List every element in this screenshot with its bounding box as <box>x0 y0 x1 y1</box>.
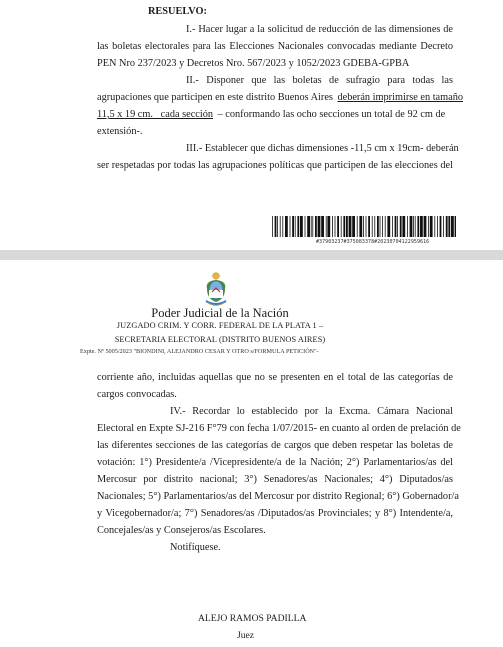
paragraph-line: Electoral en Expte SJ-216 F°79 con fecha 1/07/2015- en cuanto al orden de prelación de <box>97 423 461 434</box>
barcode-number: #37903237#375083378#20230704122959616 <box>316 239 430 245</box>
barcode-bar <box>382 216 383 237</box>
barcode <box>272 216 456 237</box>
barcode-bar <box>410 216 413 237</box>
barcode-bar <box>346 216 348 237</box>
barcode-bar <box>451 216 454 237</box>
paragraph-line: III.- Establecer que dichas dimensiones -11,5 cm x 19cm- deberán <box>186 143 459 154</box>
barcode-bar <box>374 216 375 237</box>
barcode-bar <box>275 216 277 237</box>
barcode-bar <box>280 216 281 237</box>
barcode-bar <box>372 216 373 237</box>
barcode-bar <box>300 216 303 237</box>
barcode-bar <box>341 216 342 237</box>
paragraph-line: Notifíquese. <box>170 542 221 553</box>
paragraph-line: IV.- Recordar lo establecido por la Excma. Cámara Nacional <box>170 406 453 417</box>
barcode-bar <box>446 216 448 237</box>
barcode-bar <box>407 216 408 237</box>
paragraph-line: votación: 1°) Presidente/a /Vicepresidente/a de la Nación; 2°) Parlamentarios/as del <box>97 457 453 468</box>
barcode-bar <box>321 216 324 237</box>
barcode-bar <box>359 216 362 237</box>
barcode-bar <box>295 216 296 237</box>
barcode-bar <box>282 216 283 237</box>
barcode-bar <box>366 216 367 237</box>
paragraph-line <box>97 109 445 121</box>
barcode-bar <box>297 216 299 237</box>
barcode-bar <box>335 216 336 237</box>
barcode-bar <box>455 216 456 237</box>
barcode-bar <box>424 216 427 237</box>
barcode-bar <box>395 216 397 237</box>
barcode-bar <box>332 216 333 237</box>
barcode-bar <box>326 216 327 237</box>
court-secretaria: SECRETARIA ELECTORAL (DISTRITO BUENOS AIRES) <box>114 335 326 344</box>
barcode-bar <box>440 216 442 237</box>
barcode-bar <box>311 216 312 237</box>
underlined-text: deberán imprimirse en tamaño <box>337 92 464 103</box>
signer-name: ALEJO RAMOS PADILLA <box>198 613 307 624</box>
document-page-bottom <box>0 260 503 647</box>
barcode-bar <box>357 216 358 237</box>
barcode-bar <box>307 216 310 237</box>
barcode-bar <box>327 216 330 237</box>
paragraph-line: las diferentes secciones de las categorías de cargos que deben respetar las boletas de <box>97 440 453 451</box>
national-coat-of-arms-icon <box>202 271 230 309</box>
paragraph-text: – conformando las ocho secciones un total de 92 cm de <box>217 109 446 120</box>
paragraph-line: ser respetadas por todas las agrupaciones políticas que participen de las elecciones del <box>97 160 453 171</box>
case-reference: Expte. Nº 5005/2023 "BIONDINI, ALEJANDRO CESAR Y OTRO s/FORMULA PETICIÓN"- <box>80 348 319 355</box>
barcode-bar <box>392 216 393 237</box>
paragraph-line: PEN Nro 237/2023 y Decretos Nro. 567/2023 y 1052/2023 GDEBA-GPBA <box>97 58 410 69</box>
barcode-bar <box>292 216 294 237</box>
underlined-text: 11,5 x 19 cm. cada sección <box>97 109 213 120</box>
barcode-bar <box>343 216 345 237</box>
barcode-bar <box>290 216 291 237</box>
page-separator <box>0 250 503 260</box>
paragraph-line: Mercosur por distrito nacional; 3°) Senadores/as Nacionales; 4°) Diputados/as <box>97 474 453 485</box>
barcode-bar <box>434 216 435 237</box>
document-page-top <box>0 0 503 250</box>
barcode-bar <box>277 216 278 237</box>
paragraph-text: agrupaciones que participen en este distrito Buenos Aires <box>97 92 333 103</box>
paragraph-line: y Vicegobernador/a; 7°) Senadores/as /Diputados/as Provinciales; y 8°) Intendente/a, <box>97 508 453 519</box>
barcode-bar <box>437 216 438 237</box>
barcode-bar <box>397 216 398 237</box>
barcode-bar <box>402 216 405 237</box>
barcode-bar <box>315 216 317 237</box>
barcode-bar <box>400 216 402 237</box>
barcode-bar <box>415 216 416 237</box>
barcode-bar <box>413 216 414 237</box>
barcode-bar <box>352 216 355 237</box>
barcode-bar <box>387 216 390 237</box>
court-name: JUZGADO CRIM. Y CORR. FEDERAL DE LA PLATA 1 – <box>116 321 324 330</box>
paragraph-line <box>97 92 463 104</box>
paragraph-line: las boletas electorales para las Elecciones Nacionales convocadas mediante Decreto <box>97 41 453 52</box>
paragraph-line: I.- Hacer lugar a la solicitud de reducción de las dimensiones de <box>186 24 453 35</box>
barcode-bar <box>312 216 313 237</box>
barcode-bar <box>377 216 379 237</box>
paragraph-line: II.- Disponer que las boletas de sufragio para todas las <box>186 75 453 86</box>
barcode-bar <box>337 216 339 237</box>
barcode-bar <box>417 216 419 237</box>
barcode-bar <box>448 216 450 237</box>
barcode-bar <box>420 216 423 237</box>
barcode-bar <box>430 216 433 237</box>
barcode-bar <box>443 216 444 237</box>
barcode-bar <box>349 216 352 237</box>
paragraph-line: cargos convocadas. <box>97 389 177 400</box>
barcode-bar <box>380 216 381 237</box>
paragraph-line: extensión-. <box>97 126 143 137</box>
barcode-bar <box>318 216 321 237</box>
resuelvo-heading: RESUELVO: <box>148 6 207 17</box>
barcode-bar <box>305 216 306 237</box>
paragraph-line: Nacionales; 5°) Parlamentarios/as del Mercosur por distrito Regional; 6°) Gobernador/a <box>97 491 459 502</box>
paragraph-line: corriente año, incluidas aquellas que no se presenten en el total de las categorías de <box>97 372 453 383</box>
signer-title: Juez <box>237 630 255 641</box>
barcode-bar <box>385 216 386 237</box>
paragraph-line: Concejales/as y Consejeros/as Escolares. <box>97 525 266 536</box>
barcode-bar <box>285 216 288 237</box>
court-title: Poder Judicial de la Nación <box>151 306 289 320</box>
barcode-bar <box>368 216 370 237</box>
barcode-bar <box>272 216 273 237</box>
barcode-bar <box>428 216 429 237</box>
barcode-bar <box>363 216 364 237</box>
